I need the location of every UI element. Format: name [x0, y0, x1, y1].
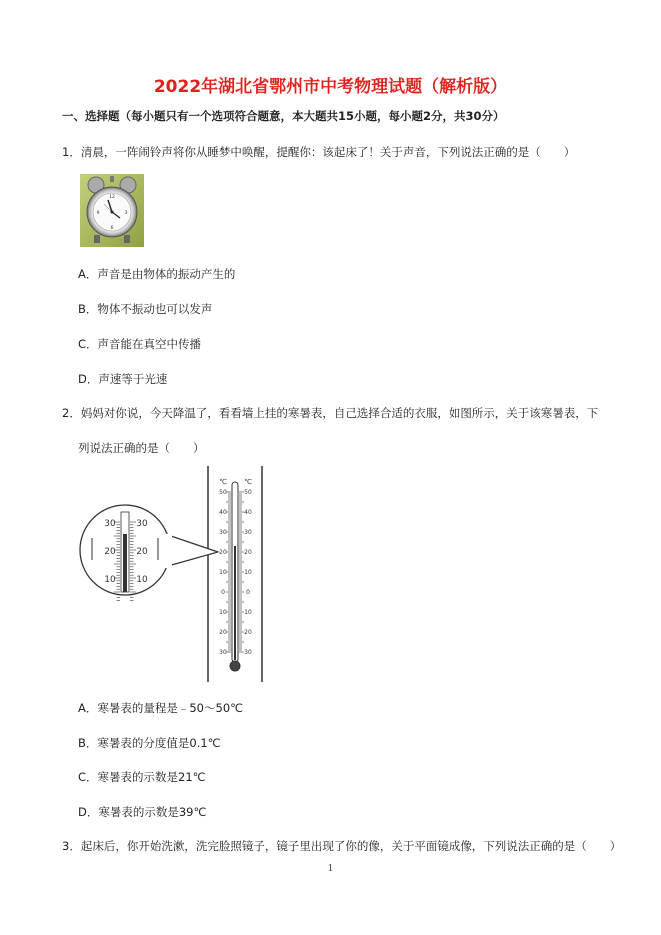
scale-label: 30 [219, 529, 227, 536]
zoom-label: 30 [104, 519, 116, 529]
q1-option-c: C．声音能在真空中传播 [78, 337, 202, 351]
svg-text:3: 3 [124, 211, 128, 216]
q1-option-d: D．声速等于光速 [78, 372, 168, 386]
q1-option-b: B．物体不振动也可以发声 [78, 302, 213, 316]
zoom-label: 10 [136, 575, 148, 585]
svg-text:6: 6 [110, 226, 114, 231]
scale-label: 10 [244, 609, 252, 616]
question-1-stem: 1．清晨，一阵闹铃声将你从睡梦中唤醒，提醒你：该起床了！关于声音，下列说法正确的是（ ） [62, 145, 576, 159]
scale-label: 20 [244, 549, 252, 556]
unit-celsius-right: ℃ [244, 478, 252, 486]
q2-option-d: D．寒暑表的示数是39℃ [78, 805, 207, 819]
scale-label: 0 [246, 589, 250, 596]
scale-label: 40 [219, 509, 227, 516]
scale-label: 40 [244, 509, 252, 516]
scale-label: 20 [244, 629, 252, 636]
zoom-label: 20 [136, 547, 148, 557]
zoom-label: 10 [104, 575, 116, 585]
scale-label: 0 [221, 589, 225, 596]
q2-option-a: A．寒暑表的量程是﹣50～50℃ [78, 701, 244, 715]
q2-option-c: C．寒暑表的示数是21℃ [78, 770, 206, 784]
scale-label: 30 [219, 649, 227, 656]
scale-label: 30 [244, 529, 252, 536]
alarm-clock-image [80, 174, 144, 247]
scale-label: 20 [219, 629, 227, 636]
scale-label: 50 [244, 489, 252, 496]
thermometer-figure [76, 462, 270, 684]
unit-celsius-left: ℃ [219, 478, 227, 486]
scale-label: 10 [219, 569, 227, 576]
question-2-stem-line1: 2．妈妈对你说，今天降温了，看看墙上挂的寒暑表，自己选择合适的衣服，如图所示，关于该寒暑表，下 [62, 406, 599, 420]
scale-label: 50 [219, 489, 227, 496]
page-number: 1 [327, 864, 334, 874]
svg-text:12: 12 [109, 195, 115, 200]
section-heading: 一、选择题（每小题只有一个选项符合题意，本大题共15小题，每小题2分，共30分） [62, 109, 505, 123]
scale-label: 30 [244, 649, 252, 656]
zoom-label: 20 [104, 547, 116, 557]
scale-label: 20 [219, 549, 227, 556]
question-3-stem: 3．起床后，你开始洗漱，洗完脸照镜子，镜子里出现了你的像，关于平面镜成像，下列说法正确的是（ ） [62, 839, 622, 853]
scale-label: 10 [244, 569, 252, 576]
q1-option-a: A．声音是由物体的振动产生的 [78, 267, 236, 281]
question-2-stem-line2: 列说法正确的是（ ） [78, 441, 205, 455]
zoom-label: 30 [136, 519, 148, 529]
svg-text:9: 9 [96, 211, 100, 216]
scale-label: 10 [219, 609, 227, 616]
q2-option-b: B．寒暑表的分度值是0.1℃ [78, 736, 221, 750]
page-title: 2022年湖北省鄂州市中考物理试题（解析版） [153, 77, 508, 97]
